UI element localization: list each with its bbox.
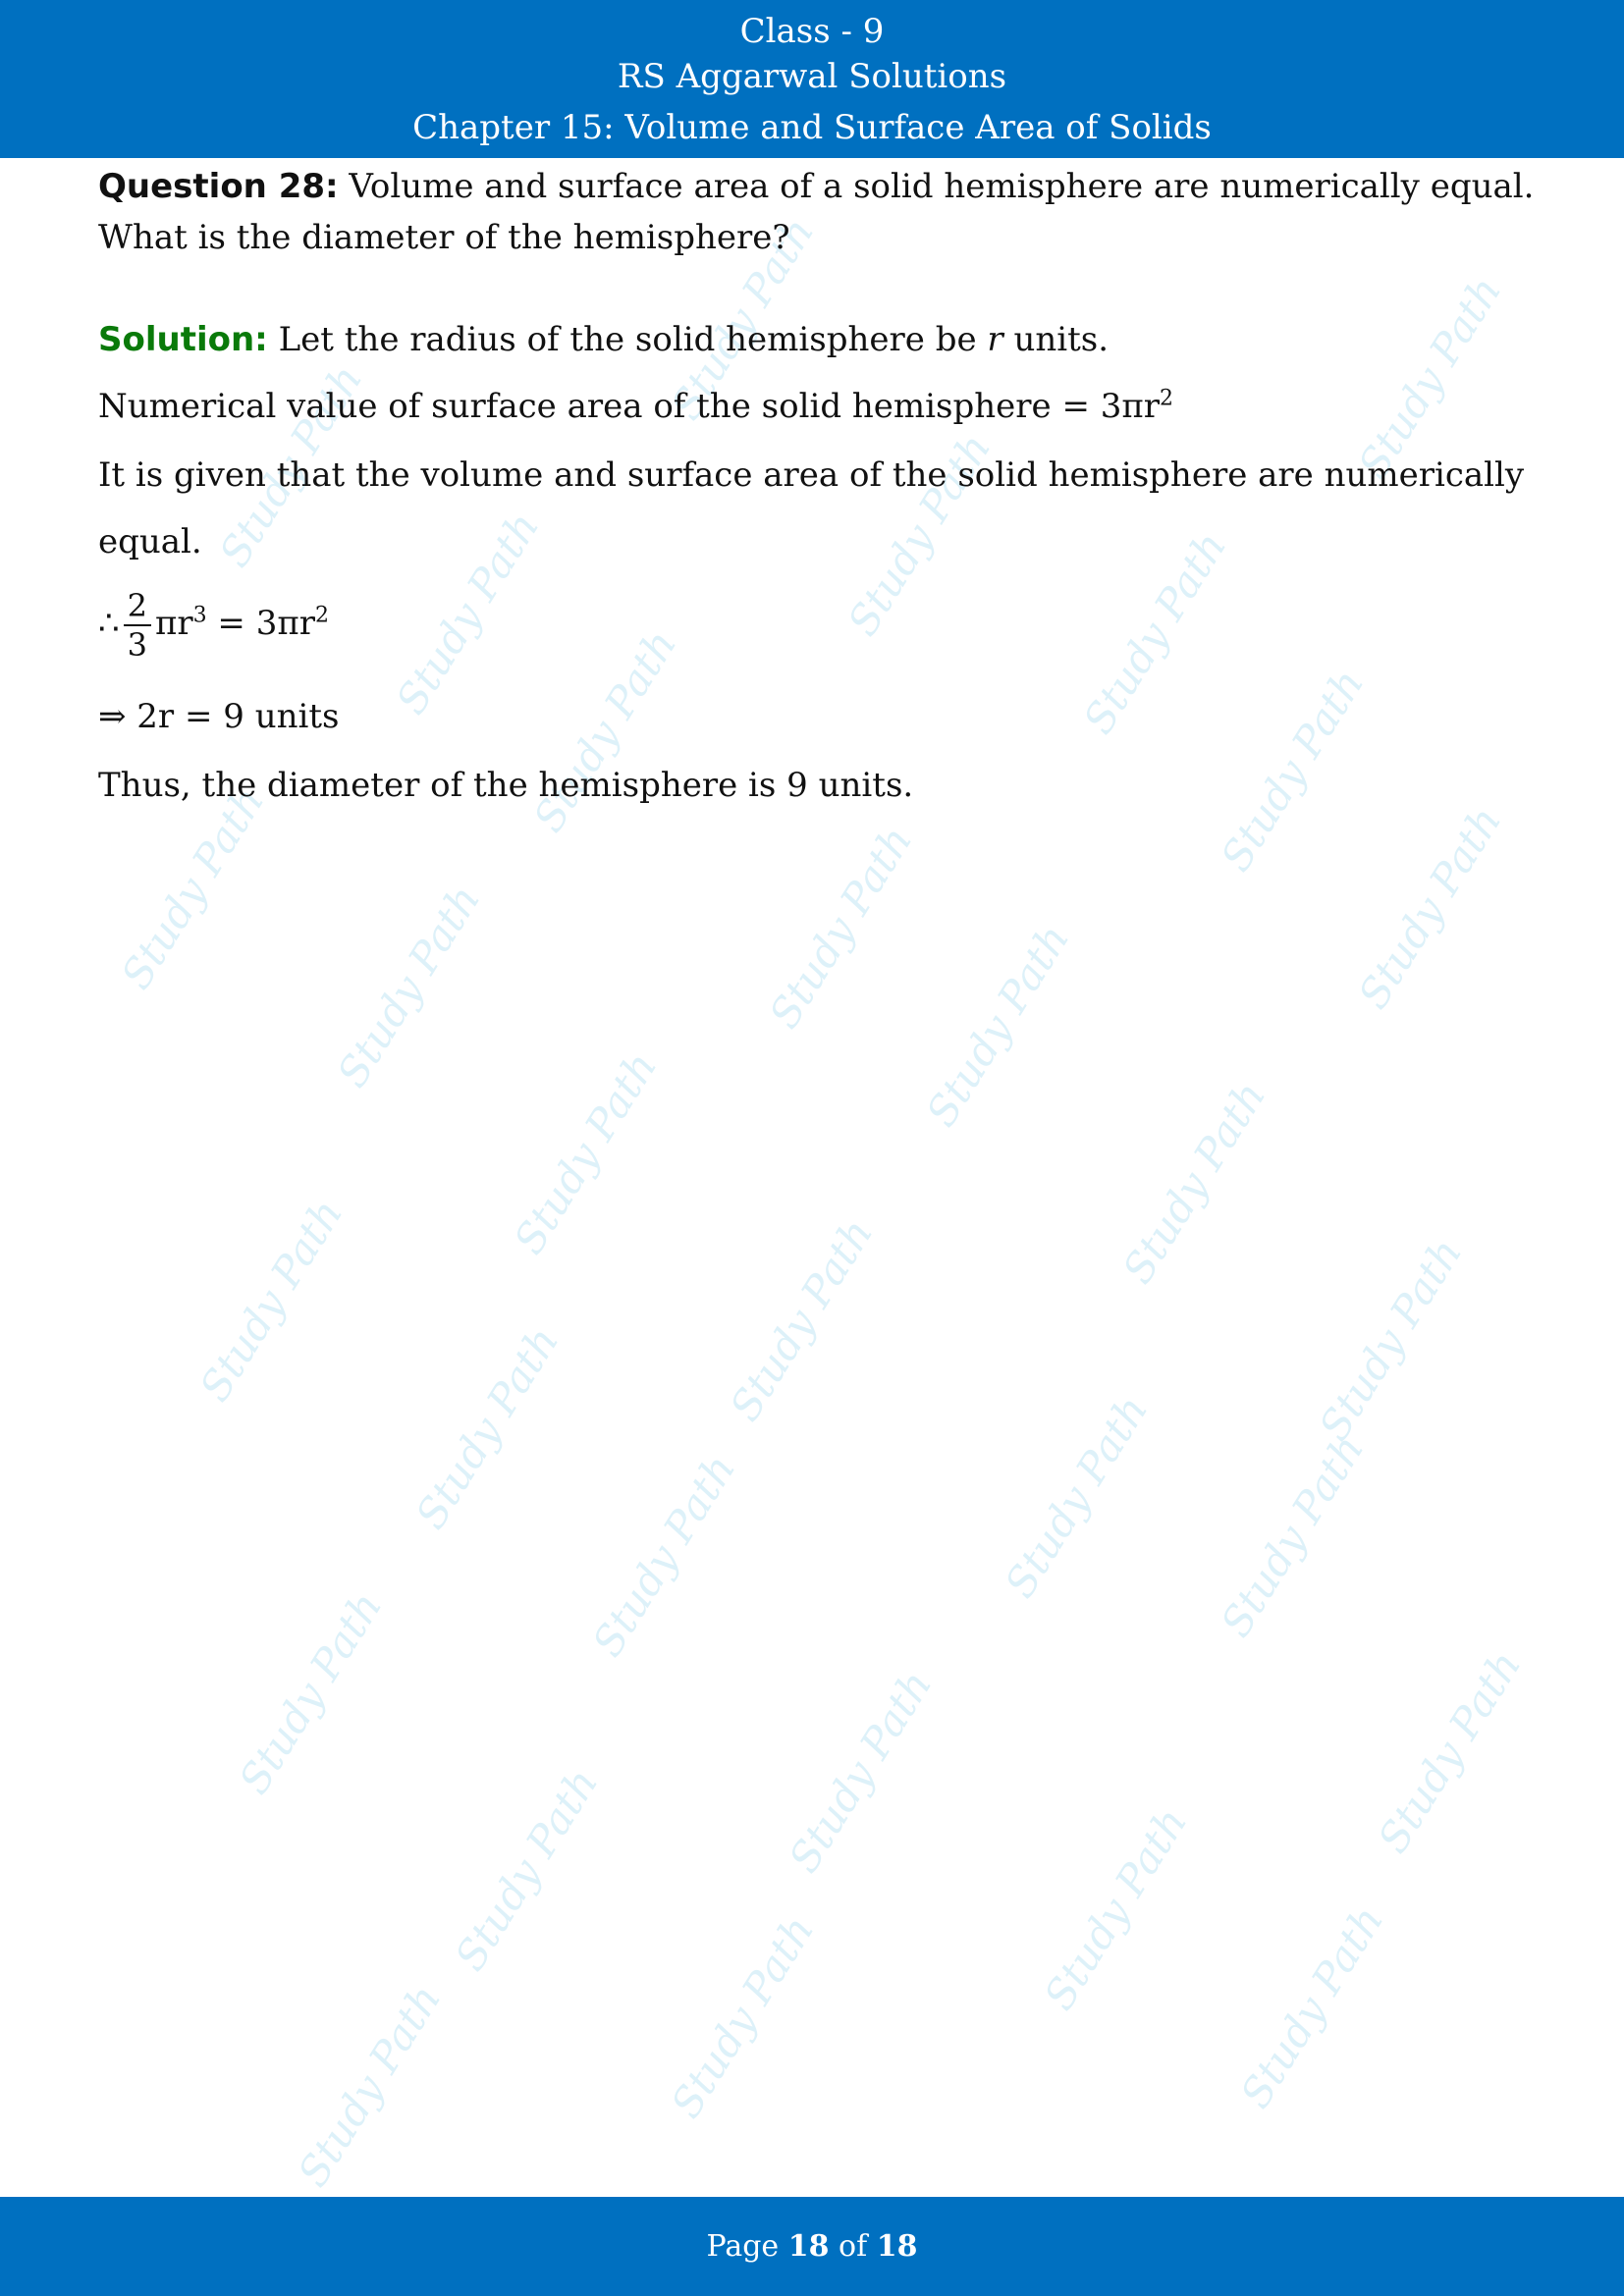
watermark-text: Study Path [406, 1318, 568, 1537]
watermark-text: Study Path [838, 425, 1001, 644]
watermark-text: Study Path [1309, 1230, 1472, 1449]
surface-area-exponent: 2 [1159, 386, 1173, 411]
watermark-text: Study Path [1348, 268, 1511, 487]
solution-intro-text: Let the radius of the solid hemisphere be [267, 320, 988, 359]
page-word: Page [706, 2229, 780, 2264]
watermark-text: Study Path [1112, 1073, 1275, 1292]
watermark-text: Study Path [523, 621, 686, 840]
question-line-2: What is the diameter of the hemisphere? [98, 218, 790, 257]
class-title: Class - 9 [739, 12, 885, 51]
watermark-text: Study Path [209, 356, 372, 575]
equation-1-exponent-2: 2 [314, 603, 329, 628]
watermark-text: Study Path [1073, 523, 1236, 742]
radius-variable: r [987, 320, 1003, 359]
equation-1-exponent-1: 3 [192, 603, 207, 628]
watermark-text: Study Path [327, 877, 490, 1095]
watermark-text: Study Path [759, 818, 922, 1037]
page-header [0, 0, 1624, 158]
watermark-text: Study Path [720, 1210, 883, 1429]
surface-area-text: Numerical value of surface area of the solid hemisphere = 3πr [98, 387, 1160, 426]
given-line-1: It is given that the volume and surface area of the solid hemisphere are numerically [98, 455, 1525, 495]
given-line-2: equal. [98, 522, 202, 561]
fraction [124, 587, 151, 664]
question-label: Question 28: [98, 167, 339, 206]
watermark-text: Study Path [661, 209, 824, 428]
question-text-1: Volume and surface area of a solid hemisphere are numerically equal. [338, 167, 1535, 206]
watermark-text: Study Path [229, 1583, 392, 1802]
solution-label: Solution: [98, 320, 268, 359]
watermark-text: Study Path [1368, 1642, 1531, 1861]
watermark-text: Study Path [661, 1907, 824, 2126]
watermark-text: Study Path [1211, 661, 1374, 880]
therefore-symbol: ∴ [98, 604, 120, 643]
watermark-text: Study Path [779, 1662, 942, 1881]
watermark-text: Study Path [386, 504, 549, 722]
page-current: 18 [787, 2229, 830, 2264]
watermark-text: Study Path [1034, 1799, 1197, 2018]
conclusion: Thus, the diameter of the hemisphere is 9 units. [98, 766, 914, 805]
of-word: of [839, 2229, 868, 2264]
watermark-text: Study Path [445, 1760, 608, 1979]
chapter-title: Chapter 15: Volume and Surface Area of Solids [412, 108, 1212, 147]
watermark-text: Study Path [582, 1446, 745, 1665]
watermark-text: Study Path [189, 1191, 352, 1410]
page-total: 18 [876, 2229, 918, 2264]
watermark-text: Study Path [1348, 798, 1511, 1017]
surface-area-line [98, 385, 1173, 428]
equation-2: ⇒ 2r = 9 units [98, 697, 340, 736]
equation-1 [98, 587, 329, 664]
watermark-text: Study Path [916, 916, 1079, 1135]
watermark-text: Study Path [288, 1976, 451, 2195]
watermark-text: Study Path [504, 1043, 667, 1262]
fraction-denominator: 3 [127, 626, 147, 664]
equation-1-mid: πr [155, 604, 193, 643]
fraction-numerator: 2 [124, 587, 151, 626]
watermark-text: Study Path [1230, 1897, 1393, 2116]
solution-intro-units: units. [1002, 320, 1110, 359]
solution-intro [98, 318, 1109, 361]
equation-1-rhs: = 3πr [206, 604, 315, 643]
question-line-1 [98, 165, 1534, 208]
watermark-text: Study Path [995, 1387, 1158, 1606]
page-footer [0, 2197, 1624, 2296]
watermark-text: Study Path [111, 778, 274, 997]
watermark-text: Study Path [1211, 1426, 1374, 1645]
book-title: RS Aggarwal Solutions [617, 57, 1007, 96]
